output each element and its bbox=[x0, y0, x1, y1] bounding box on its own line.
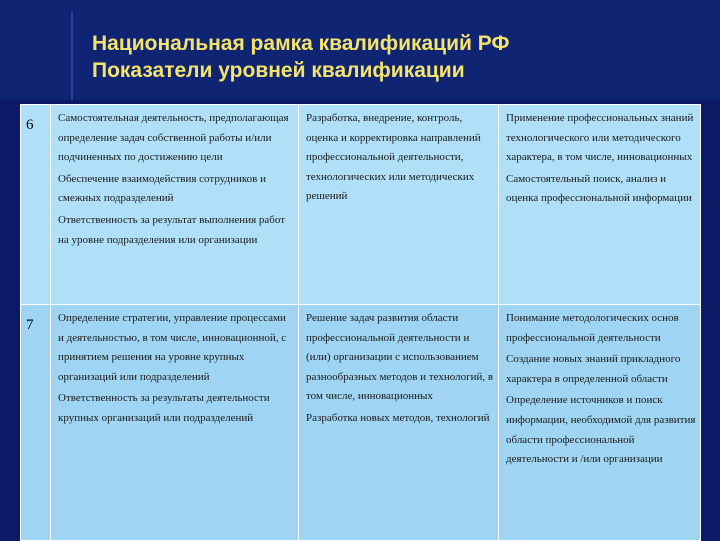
cell-text: Разработка, внедрение, контроль, оценка и корректировка направлений профессиональной деятельности, технологических или методических решений bbox=[306, 112, 481, 203]
independence-cell bbox=[51, 105, 299, 305]
slide-title bbox=[92, 30, 509, 84]
level-number: 7 bbox=[21, 305, 51, 541]
cell-text: Самостоятельный поиск, анализ и оценка профессиональной информации bbox=[506, 172, 692, 205]
cell-text: Обеспечение взаимодействия сотрудников и смежных подразделений bbox=[58, 172, 266, 205]
cell-text: Решение задач развития области профессиональной деятельности и (или) организации с использованием разнообразных методов и технологий, в том числе, инновационных bbox=[306, 312, 494, 403]
table-row-level-6 bbox=[21, 105, 701, 305]
knowledge-cell bbox=[499, 305, 701, 541]
knowledge-cell bbox=[499, 105, 701, 305]
accent-line bbox=[71, 12, 73, 100]
qualification-table bbox=[20, 104, 701, 541]
title-line-2: Показатели уровней квалификации bbox=[92, 59, 465, 82]
cell-text: Создание новых знаний прикладного характера в определенной области bbox=[506, 353, 681, 385]
cell-text: Разработка новых методов, технологий bbox=[306, 411, 490, 424]
cell-text: Применение профессиональных знаний технологического или методического характера, в том числе, инновационных bbox=[506, 112, 694, 164]
cell-text: Ответственность за результат выполнения работ на уровне подразделения или организации bbox=[58, 213, 286, 246]
cell-text: Определение стратегии, управление процессами и деятельностью, в том числе, инновационной, с принятием решения на уровне крупных организаций или подразделений bbox=[58, 312, 287, 383]
cell-text: Ответственность за результаты деятельности крупных организаций или подразделений bbox=[58, 392, 270, 424]
skills-cell bbox=[299, 305, 499, 541]
skills-cell bbox=[299, 105, 499, 305]
cell-text: Понимание методологических основ профессиональной деятельности bbox=[506, 312, 679, 344]
independence-cell bbox=[51, 305, 299, 541]
cell-text: Самостоятельная деятельность, предполагающая определение задач собственной работы и/или подчиненных по достижению цели bbox=[58, 112, 289, 164]
title-line-1: Национальная рамка квалификаций РФ bbox=[92, 32, 510, 55]
table-row-level-7 bbox=[21, 305, 701, 541]
cell-text: Определение источников и поиск информации, необходимой для развития области профессиональной деятельности и /или организации bbox=[506, 394, 696, 466]
level-number: 6 bbox=[21, 105, 51, 305]
